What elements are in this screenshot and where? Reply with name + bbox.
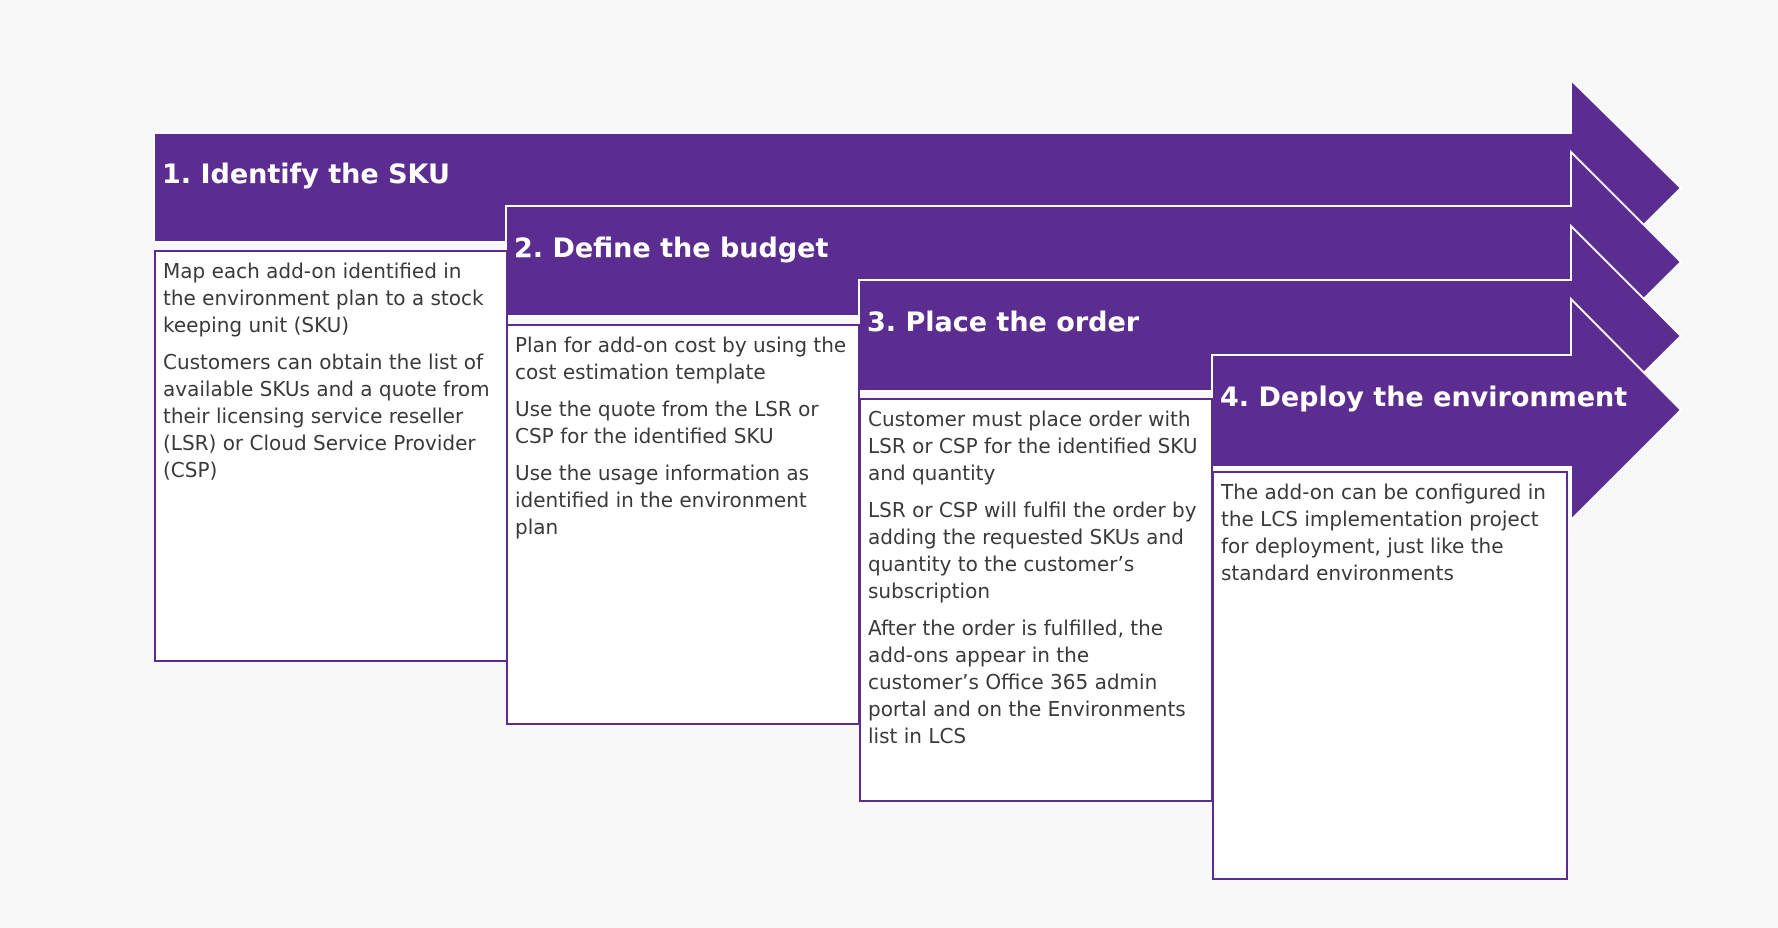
step-1-title: 1. Identify the SKU — [162, 159, 450, 190]
step-3-detail: After the order is fulfilled, the add-ons appear in the customer’s Office 365 admin portal and on the Environments list in LCS — [868, 616, 1186, 748]
step-3-title: 3. Place the order — [867, 307, 1140, 338]
step-1-detail: Map each add-on identified in the environment plan to a stock keeping unit (SKU) — [163, 259, 484, 337]
step-1-details — [154, 250, 508, 662]
step-2-detail: Use the quote from the LSR or CSP for the identified SKU — [515, 397, 819, 448]
step-3-detail: LSR or CSP will fulfil the order by adding the requested SKUs and quantity to the customer’s subscription — [868, 498, 1197, 603]
step-3-details — [859, 398, 1213, 802]
step-1-detail: Customers can obtain the list of available SKUs and a quote from their licensing service reseller (LSR) or Cloud Service Provider (CSP) — [163, 350, 490, 482]
step-2-detail: Use the usage information as identified in the environment plan — [515, 461, 810, 539]
step-4-details — [1212, 471, 1568, 880]
step-4-detail: The add-on can be configured in the LCS implementation project for deployment, just like the standard environments — [1221, 480, 1546, 585]
step-2-title: 2. Define the budget — [514, 233, 829, 264]
step-2-details — [506, 324, 860, 725]
step-2-detail: Plan for add-on cost by using the cost estimation template — [515, 333, 847, 384]
step-4-title: 4. Deploy the environment — [1220, 382, 1628, 413]
step-3-detail: Customer must place order with LSR or CSP for the identified SKU and quantity — [868, 407, 1198, 485]
